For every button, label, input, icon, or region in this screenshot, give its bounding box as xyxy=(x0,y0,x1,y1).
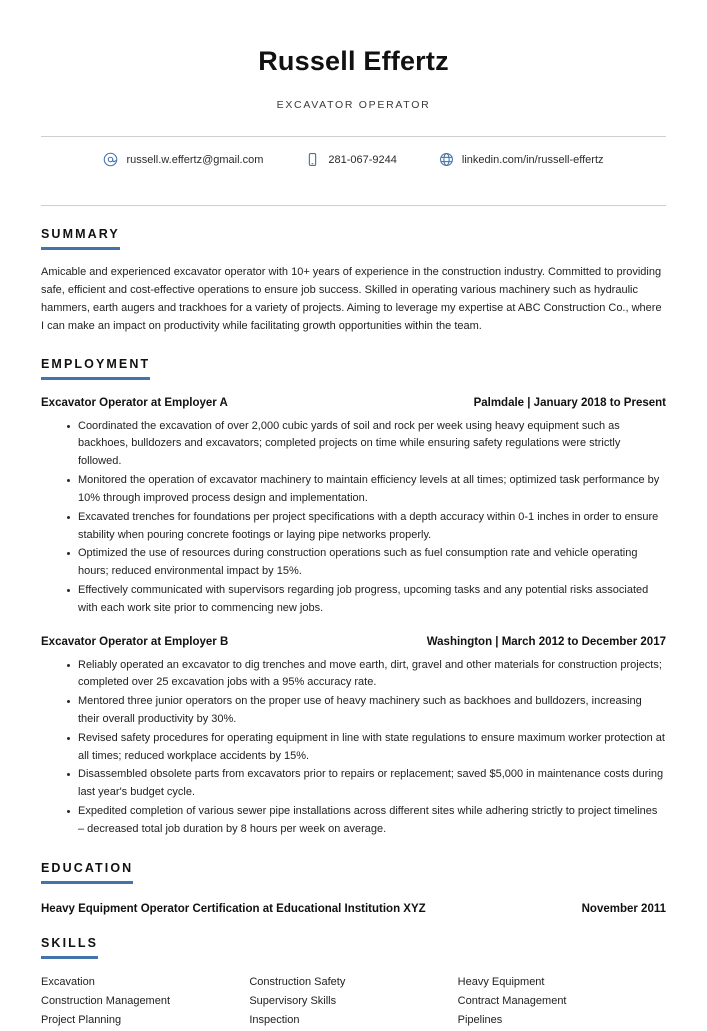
summary-heading-wrap xyxy=(41,225,120,250)
employment-entry-title: Excavator Operator at Employer B xyxy=(41,635,229,648)
employment-entry-meta: Washington | March 2012 to December 2017 xyxy=(426,635,666,648)
skill-item: Supervisory Skills xyxy=(249,994,337,1007)
education-entry-title: Heavy Equipment Operator Certification at Educational Institution XYZ xyxy=(41,902,426,915)
contact-phone-text: 281-067-9244 xyxy=(328,153,397,166)
skills-heading-underline xyxy=(41,956,98,959)
education-heading: EDUCATION xyxy=(41,860,134,875)
summary-heading-underline xyxy=(41,247,120,250)
employment-heading: EMPLOYMENT xyxy=(41,356,151,371)
bullet-item: Expedited completion of various sewer pipe installations across different sites while adhering strictly to project timelines – decreased total job duration by 8 hours per week on average. xyxy=(68,803,666,839)
bullet-item: Excavated trenches for foundations per project specifications with a depth accuracy within 0-1 inches in order to ensure stability when pouring concrete footings or laying pipe networks properly. xyxy=(68,509,666,545)
contact-phone[interactable] xyxy=(305,152,397,167)
skills-grid xyxy=(41,959,666,1031)
employment-entry-meta: Palmdale | January 2018 to Present xyxy=(473,396,666,409)
globe-icon xyxy=(439,152,454,167)
employment-entry-header xyxy=(41,636,666,648)
section-education xyxy=(41,840,666,915)
skills-heading: SKILLS xyxy=(41,935,99,950)
bullet-item: Coordinated the excavation of over 2,000 cubic yards of soil and rock per week using heavy equipment such as backhoes, bulldozers and excavators; completed projects on time while ensuring safety regulations were strictly followed. xyxy=(68,418,666,471)
employment-entry-bullets xyxy=(41,409,666,618)
skill-item: Construction Safety xyxy=(249,975,346,988)
employment-entry-bullets xyxy=(41,648,666,839)
section-summary xyxy=(41,206,666,335)
contact-linkedin[interactable] xyxy=(439,152,604,167)
bullet-item: Monitored the operation of excavator machinery to maintain efficiency levels at all times; optimized task performance by 10% through improved process design and implementation. xyxy=(68,472,666,508)
skill-item: Project Planning xyxy=(41,1013,122,1026)
bullet-item: Optimized the use of resources during construction operations such as fuel consumption rate and vehicle operating hours; reduced environmental impact by 15%. xyxy=(68,545,666,581)
education-heading-underline xyxy=(41,881,133,884)
phone-icon xyxy=(305,152,320,167)
education-entry-date: November 2011 xyxy=(581,902,666,915)
bullet-item: Revised safety procedures for operating equipment in line with state regulations to ensure maximum worker protection at all times; reduced workplace accidents by 15%. xyxy=(68,730,666,766)
email-at-icon xyxy=(103,152,118,167)
candidate-name: Russell Effertz xyxy=(258,46,449,76)
skills-heading-wrap xyxy=(41,934,98,959)
skill-item: Excavation xyxy=(41,975,95,988)
contact-email-text: russell.w.effertz@gmail.com xyxy=(126,153,264,166)
education-heading-wrap xyxy=(41,859,133,884)
employment-entry-title: Excavator Operator at Employer A xyxy=(41,396,228,409)
skill-item: Pipelines xyxy=(457,1013,503,1026)
bullet-item: Disassembled obsolete parts from excavators prior to repairs or replacement; saved $5,000 in maintenance costs during last year's budget cycle. xyxy=(68,766,666,802)
employment-heading-underline xyxy=(41,377,150,380)
summary-heading: SUMMARY xyxy=(41,227,120,242)
employment-entry-header xyxy=(41,397,666,409)
employment-heading-wrap xyxy=(41,355,150,380)
section-skills xyxy=(41,915,666,1031)
employment-entry xyxy=(41,380,666,618)
bullet-item: Effectively communicated with supervisors regarding job progress, upcoming tasks and any potential risks associated with each work site prior to commencing new jobs. xyxy=(68,582,666,618)
contact-row xyxy=(41,137,666,181)
candidate-job-title: EXCAVATOR OPERATOR xyxy=(276,99,431,112)
bullet-item: Reliably operated an excavator to dig trenches and move earth, dirt, gravel and other materials for construction projects; completed over 25 excavation jobs with a 95% accuracy rate. xyxy=(68,657,666,693)
bullet-item: Mentored three junior operators on the proper use of heavy machinery such as backhoes and bulldozers, increasing their overall productivity by 30%. xyxy=(68,693,666,729)
skill-item: Inspection xyxy=(249,1013,300,1026)
employment-entry xyxy=(41,619,666,839)
skill-item: Heavy Equipment xyxy=(457,975,545,988)
skill-item: Contract Management xyxy=(457,994,567,1007)
summary-text: Amicable and experienced excavator operator with 10+ years of experience in the construction industry. Committed to providing safe, efficient and cost-effective operations to ensure job success. Skilled in operating various machinery such as hydraulic hammers, earth augers and trackhoes for a variety of projects. Aiming to leverage my expertise at ABC Construction Co., where I can make an impact on productivity while facilitating growth opportunities within the team. xyxy=(41,266,662,332)
section-employment xyxy=(41,336,666,839)
contact-email[interactable] xyxy=(103,152,263,167)
skill-item: Construction Management xyxy=(41,994,171,1007)
education-entry xyxy=(41,884,666,915)
contact-linkedin-text: linkedin.com/in/russell-effertz xyxy=(461,153,604,166)
